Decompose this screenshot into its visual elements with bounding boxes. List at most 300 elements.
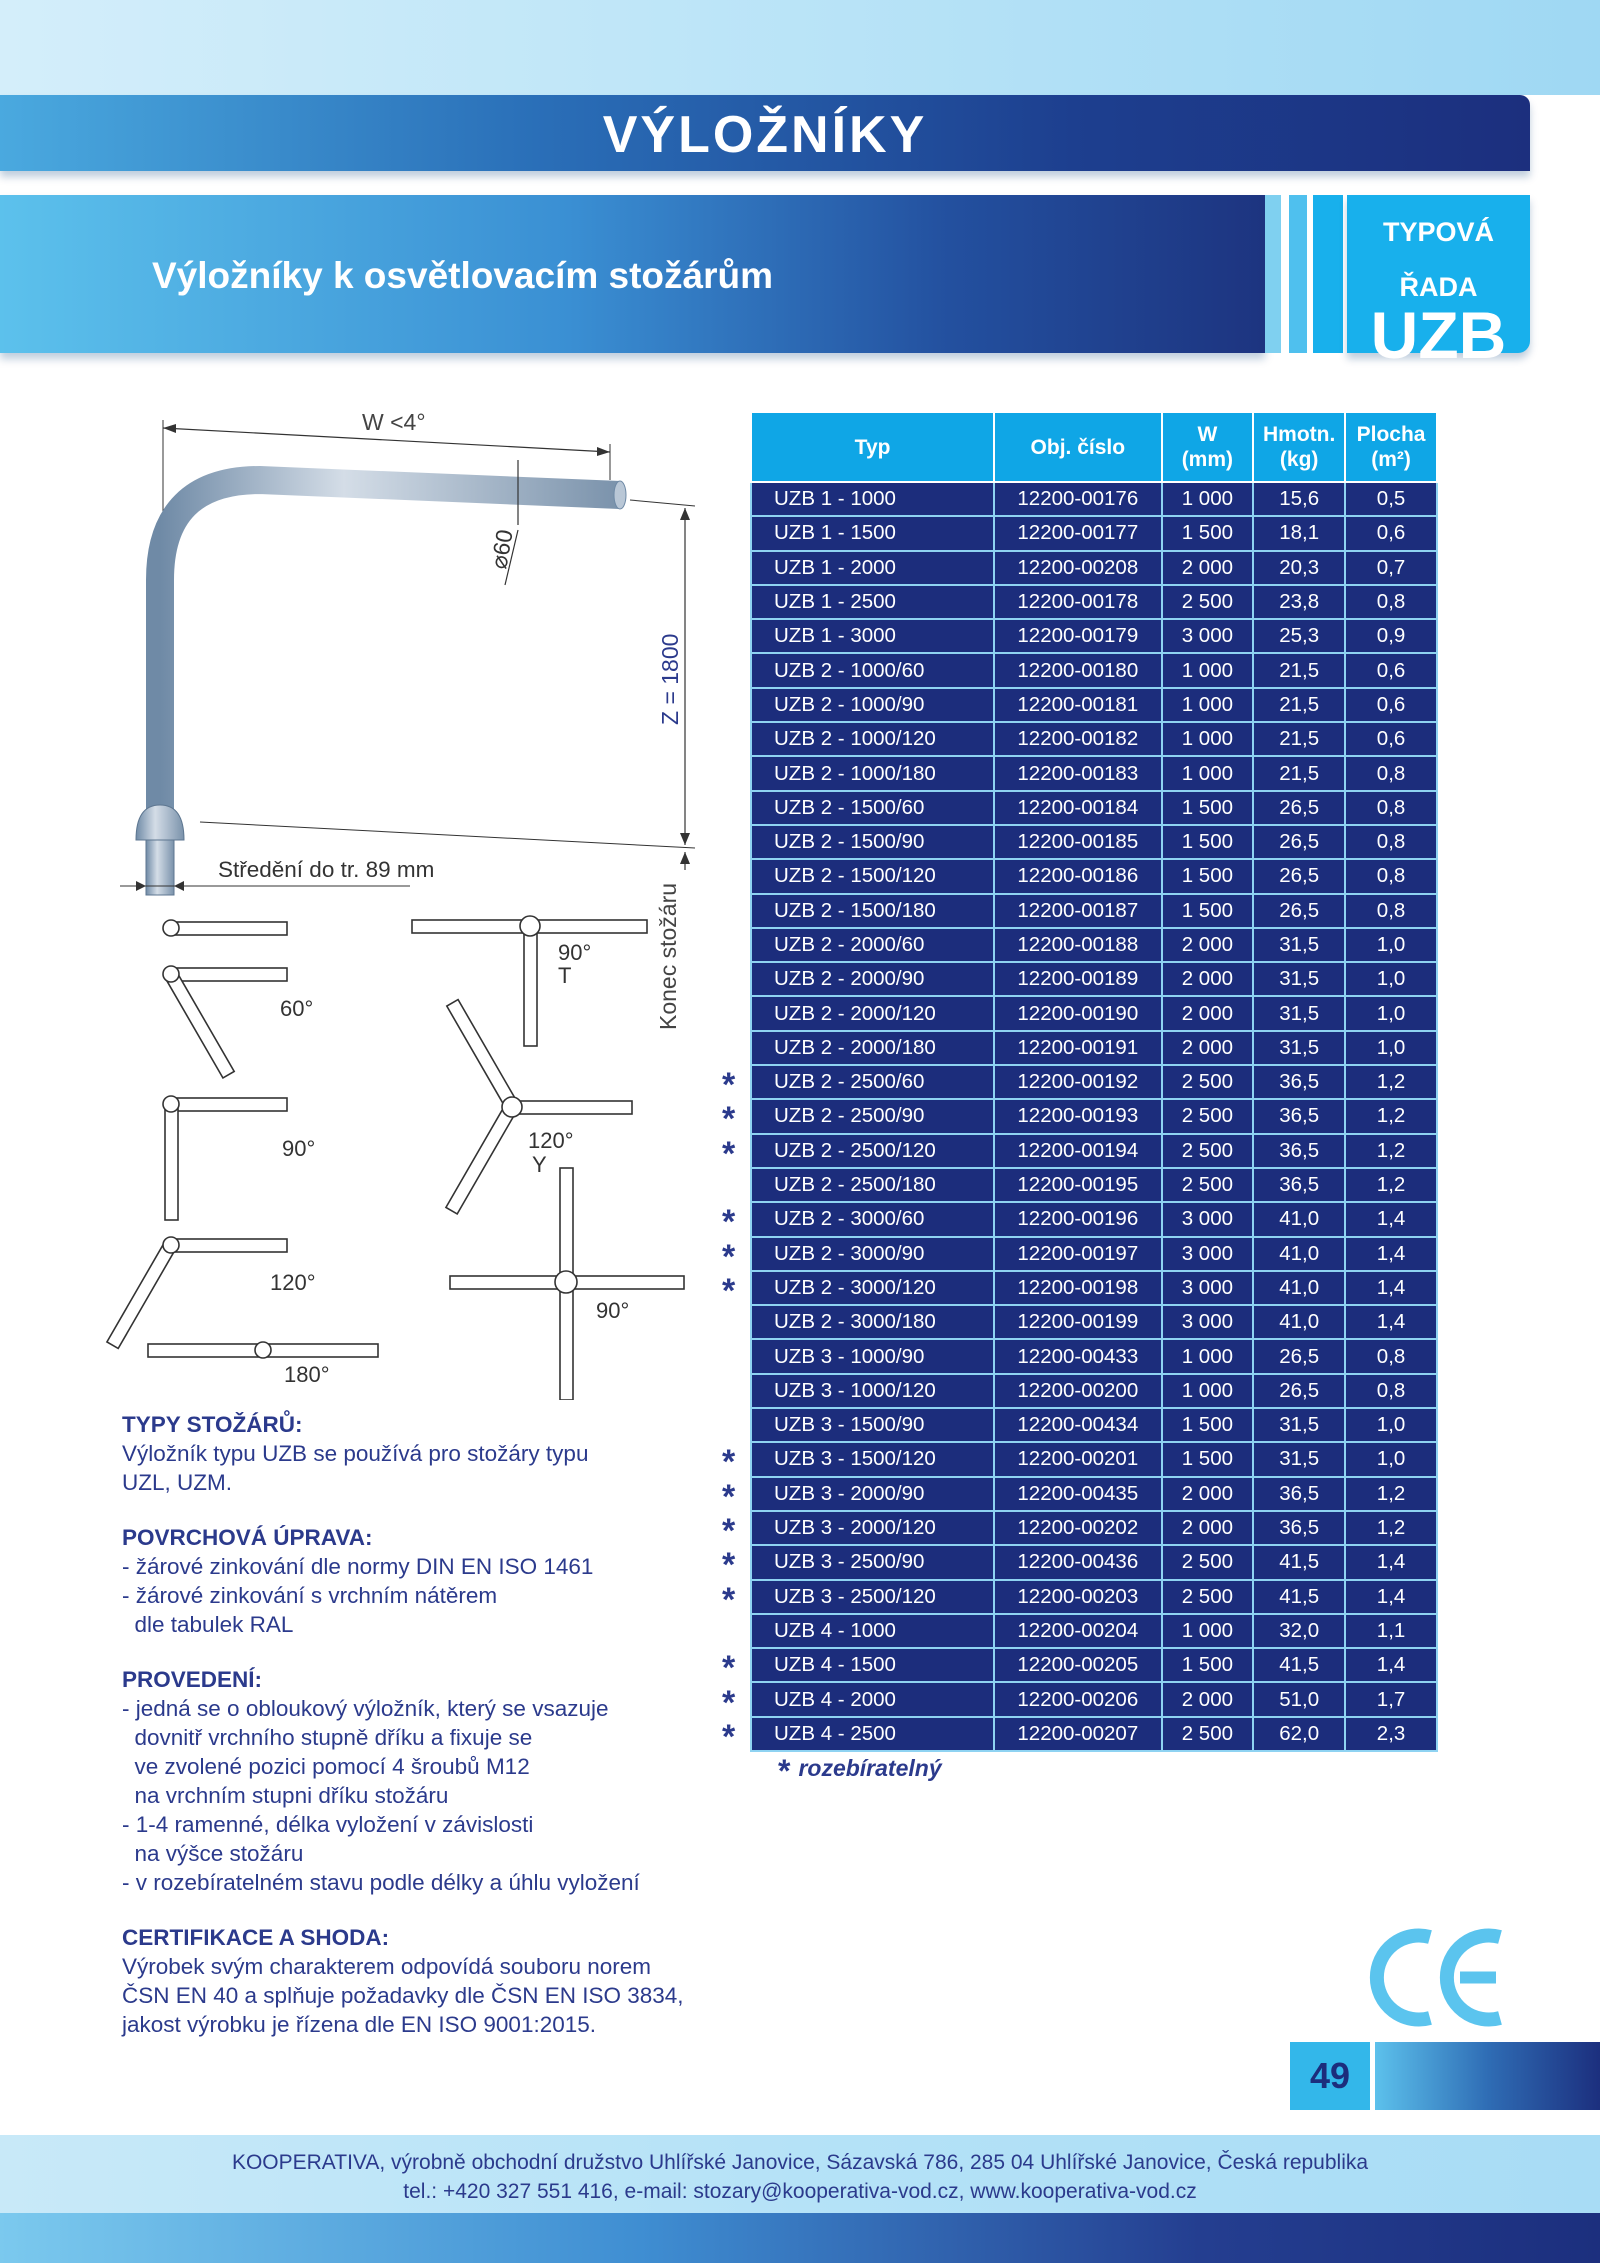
- cell-w: 1 000: [1162, 722, 1254, 756]
- cell-area: 0,8: [1345, 756, 1437, 790]
- cell-order-number: 12200-00178: [994, 585, 1161, 619]
- subtitle-bar: [0, 195, 1265, 353]
- cell-w: 3 000: [1162, 619, 1254, 653]
- cell-area: 0,7: [1345, 551, 1437, 585]
- cell-type: UZB 4 - 1000: [751, 1614, 994, 1648]
- spec-line: - žárové zinkování s vrchním nátěrem: [122, 1583, 498, 1608]
- w-label: W <4°: [362, 409, 426, 435]
- cell-w: 1 500: [1162, 1408, 1254, 1442]
- star-icon: *: [722, 1237, 736, 1276]
- cell-order-number: 12200-00198: [994, 1271, 1161, 1305]
- series-label: ŘADA: [1399, 272, 1478, 302]
- cell-type: UZB 2 - 1000/90: [751, 688, 994, 722]
- cell-type: UZB 1 - 1000: [751, 482, 994, 516]
- page-number: 49: [1290, 2042, 1370, 2110]
- spec-line: - žárové zinkování dle normy DIN EN ISO 1461: [122, 1554, 594, 1579]
- spec-line: - v rozebíratelném stavu podle délky a úhlu vyložení: [122, 1870, 640, 1895]
- cell-w: 1 000: [1162, 653, 1254, 687]
- column-header-w: W (mm): [1162, 412, 1254, 482]
- cell-order-number: 12200-00208: [994, 551, 1161, 585]
- cell-area: 1,0: [1345, 1442, 1437, 1476]
- column-header-type: Typ: [751, 412, 994, 482]
- cell-weight: 23,8: [1253, 585, 1345, 619]
- arrow-icon: [680, 833, 690, 845]
- table-note: [778, 1753, 942, 1790]
- cell-type: UZB 3 - 2500/120: [751, 1580, 994, 1614]
- cell-weight: 31,5: [1253, 1031, 1345, 1065]
- cell-type: UZB 2 - 1000/180: [751, 756, 994, 790]
- cell-area: 1,4: [1345, 1580, 1437, 1614]
- cell-type: UZB 2 - 2500/120: [751, 1134, 994, 1168]
- cell-weight: 18,1: [1253, 516, 1345, 550]
- cell-order-number: 12200-00185: [994, 825, 1161, 859]
- cell-order-number: 12200-00183: [994, 756, 1161, 790]
- cell-w: 1 000: [1162, 1614, 1254, 1648]
- cell-w: 2 500: [1162, 1168, 1254, 1202]
- table-row: [751, 1648, 1437, 1682]
- cell-order-number: 12200-00204: [994, 1614, 1161, 1648]
- cell-weight: 26,5: [1253, 791, 1345, 825]
- cell-weight: 26,5: [1253, 1339, 1345, 1373]
- cell-weight: 36,5: [1253, 1099, 1345, 1133]
- cell-w: 2 000: [1162, 996, 1254, 1030]
- cell-weight: 25,3: [1253, 619, 1345, 653]
- cell-weight: 41,0: [1253, 1271, 1345, 1305]
- cell-order-number: 12200-00200: [994, 1374, 1161, 1408]
- cell-order-number: 12200-00199: [994, 1305, 1161, 1339]
- table-row: [751, 928, 1437, 962]
- table-row: [751, 1339, 1437, 1373]
- cell-w: 3 000: [1162, 1271, 1254, 1305]
- cell-weight: 20,3: [1253, 551, 1345, 585]
- star-icon: *: [722, 1477, 736, 1516]
- angle-label: 120°: [528, 1128, 574, 1153]
- table-row: [751, 551, 1437, 585]
- cell-w: 2 000: [1162, 1031, 1254, 1065]
- bracket-spigot: [146, 840, 174, 895]
- column-header-area: Plocha (m²): [1345, 412, 1437, 482]
- cell-order-number: 12200-00435: [994, 1477, 1161, 1511]
- top-background: [0, 0, 1600, 95]
- table-row: [751, 1477, 1437, 1511]
- cell-order-number: 12200-00193: [994, 1099, 1161, 1133]
- cell-order-number: 12200-00195: [994, 1168, 1161, 1202]
- cell-w: 2 000: [1162, 962, 1254, 996]
- cell-area: 1,0: [1345, 996, 1437, 1030]
- cell-area: 1,4: [1345, 1305, 1437, 1339]
- cell-w: 1 500: [1162, 894, 1254, 928]
- table-row: [751, 653, 1437, 687]
- table-row: [751, 996, 1437, 1030]
- cell-order-number: 12200-00184: [994, 791, 1161, 825]
- table-row: [751, 1065, 1437, 1099]
- cell-type: UZB 2 - 2000/60: [751, 928, 994, 962]
- cell-order-number: 12200-00189: [994, 962, 1161, 996]
- arrow-icon: [680, 852, 690, 864]
- config-90-x: [450, 1168, 684, 1400]
- arrow-icon: [680, 508, 690, 520]
- cell-weight: 31,5: [1253, 1408, 1345, 1442]
- table-row: [751, 1580, 1437, 1614]
- spec-line: ve zvolené pozici pomocí 4 šroubů M12: [122, 1754, 530, 1779]
- cell-weight: 41,0: [1253, 1305, 1345, 1339]
- cell-area: 1,4: [1345, 1202, 1437, 1236]
- page-subtitle: Výložníky k osvětlovacím stožárům: [152, 255, 774, 296]
- cell-area: 0,6: [1345, 516, 1437, 550]
- cell-area: 1,2: [1345, 1065, 1437, 1099]
- config-60: [163, 966, 287, 1078]
- cell-weight: 31,5: [1253, 1442, 1345, 1476]
- cell-w: 1 500: [1162, 516, 1254, 550]
- star-icon: *: [722, 1649, 736, 1688]
- cell-w: 1 500: [1162, 791, 1254, 825]
- cell-order-number: 12200-00180: [994, 653, 1161, 687]
- angle-label: 90°: [282, 1136, 316, 1161]
- cell-order-number: 12200-00188: [994, 928, 1161, 962]
- cell-type: UZB 1 - 2000: [751, 551, 994, 585]
- cell-order-number: 12200-00179: [994, 619, 1161, 653]
- cell-w: 1 500: [1162, 825, 1254, 859]
- table-row: [751, 1408, 1437, 1442]
- cell-w: 3 000: [1162, 1237, 1254, 1271]
- spec-line: dovnitř vrchního stupně dříku a fixuje se: [122, 1725, 533, 1750]
- cell-type: UZB 1 - 1500: [751, 516, 994, 550]
- footer: [0, 2148, 1600, 2206]
- star-icon: *: [722, 1066, 736, 1105]
- cell-area: 1,2: [1345, 1134, 1437, 1168]
- bracket-drawing: [100, 400, 700, 1400]
- table-row: [751, 482, 1437, 516]
- ce-mark-icon: [1368, 1925, 1508, 2030]
- cell-w: 1 000: [1162, 482, 1254, 516]
- table-row: [751, 1717, 1437, 1751]
- table-row: [751, 1305, 1437, 1339]
- table-row: [751, 1511, 1437, 1545]
- table-row: [751, 1031, 1437, 1065]
- cell-order-number: 12200-00207: [994, 1717, 1161, 1751]
- series-badge: [1347, 195, 1530, 372]
- cell-area: 0,6: [1345, 722, 1437, 756]
- cell-w: 1 000: [1162, 688, 1254, 722]
- spec-line: UZL, UZM.: [122, 1470, 232, 1495]
- cell-w: 2 500: [1162, 1717, 1254, 1751]
- config-120-y: [446, 1000, 632, 1214]
- cell-weight: 41,5: [1253, 1545, 1345, 1579]
- config-letter: Y: [532, 1152, 547, 1177]
- pipe-end: [614, 481, 626, 509]
- table-row: [751, 1614, 1437, 1648]
- star-icon: *: [722, 1580, 736, 1619]
- column-header-weight: Hmotn. (kg): [1253, 412, 1345, 482]
- cell-area: 1,4: [1345, 1237, 1437, 1271]
- cell-weight: 21,5: [1253, 722, 1345, 756]
- cell-w: 1 500: [1162, 859, 1254, 893]
- section-heading: CERTIFIKACE A SHODA:: [122, 1925, 390, 1950]
- cell-type: UZB 2 - 2500/90: [751, 1099, 994, 1133]
- decor-stripe: [1313, 195, 1343, 353]
- pole-end-label: Konec stožáru: [655, 882, 681, 1030]
- arrow-icon: [597, 447, 610, 456]
- cell-order-number: 12200-00201: [994, 1442, 1161, 1476]
- footer-address: KOOPERATIVA, výrobně obchodní družstvo Uhlířské Janovice, Sázavská 786, 285 04 Uhlířské Janovice, Česká republika: [231, 2151, 1369, 2174]
- spec-line: ČSN EN 40 a splňuje požadavky dle ČSN EN ISO 3834,: [122, 1983, 684, 2008]
- cell-order-number: 12200-00202: [994, 1511, 1161, 1545]
- cell-w: 2 000: [1162, 928, 1254, 962]
- cell-weight: 31,5: [1253, 928, 1345, 962]
- cell-area: 0,6: [1345, 653, 1437, 687]
- table-row: [751, 585, 1437, 619]
- cell-weight: 26,5: [1253, 859, 1345, 893]
- cell-w: 1 500: [1162, 1442, 1254, 1476]
- cell-w: 2 000: [1162, 1477, 1254, 1511]
- cell-area: 1,0: [1345, 1031, 1437, 1065]
- angle-label: 180°: [284, 1362, 330, 1387]
- cell-weight: 15,6: [1253, 482, 1345, 516]
- spec-line: Výrobek svým charakterem odpovídá souboru norem: [122, 1954, 652, 1979]
- cell-area: 0,8: [1345, 859, 1437, 893]
- spec-line: - jedná se o obloukový výložník, který se vsazuje: [122, 1696, 609, 1721]
- cell-area: 0,8: [1345, 791, 1437, 825]
- cell-order-number: 12200-00176: [994, 482, 1161, 516]
- table-row: [751, 894, 1437, 928]
- star-icon: *: [722, 1203, 736, 1242]
- cell-weight: 31,5: [1253, 996, 1345, 1030]
- table-body: [751, 482, 1437, 1751]
- table-row: [751, 1271, 1437, 1305]
- cell-w: 2 500: [1162, 1134, 1254, 1168]
- star-icon: *: [778, 1753, 791, 1789]
- table-row: [751, 516, 1437, 550]
- cell-type: UZB 2 - 1500/90: [751, 825, 994, 859]
- cell-order-number: 12200-00205: [994, 1648, 1161, 1682]
- cell-area: 1,0: [1345, 928, 1437, 962]
- cell-type: UZB 2 - 1500/180: [751, 894, 994, 928]
- cell-weight: 36,5: [1253, 1511, 1345, 1545]
- cell-area: 0,9: [1345, 619, 1437, 653]
- spec-line: Výložník typu UZB se používá pro stožáry typu: [122, 1441, 589, 1466]
- cell-area: 1,0: [1345, 1408, 1437, 1442]
- z-label: Z = 1800: [657, 633, 683, 725]
- cell-type: UZB 2 - 1500/60: [751, 791, 994, 825]
- cell-order-number: 12200-00433: [994, 1339, 1161, 1373]
- section-heading: TYPY STOŽÁRŮ:: [122, 1412, 303, 1437]
- cell-weight: 41,5: [1253, 1648, 1345, 1682]
- cell-area: 1,1: [1345, 1614, 1437, 1648]
- config-180: [148, 1342, 378, 1358]
- centering-label: Středění do tr. 89 mm: [218, 857, 435, 882]
- product-table: [750, 411, 1438, 1752]
- spec-line: jakost výrobku je řízena dle EN ISO 9001:2015.: [122, 2012, 597, 2037]
- table-row: [751, 619, 1437, 653]
- table-row: [751, 962, 1437, 996]
- spec-line: na výšce stožáru: [122, 1841, 304, 1866]
- cell-order-number: 12200-00191: [994, 1031, 1161, 1065]
- cell-area: 1,2: [1345, 1168, 1437, 1202]
- cell-order-number: 12200-00194: [994, 1134, 1161, 1168]
- cell-weight: 21,5: [1253, 688, 1345, 722]
- cell-type: UZB 2 - 1500/120: [751, 859, 994, 893]
- decor-stripe: [1289, 195, 1307, 353]
- cell-area: 1,2: [1345, 1511, 1437, 1545]
- angle-label: 90°: [558, 940, 592, 965]
- cell-type: UZB 3 - 1000/90: [751, 1339, 994, 1373]
- cell-type: UZB 2 - 3000/60: [751, 1202, 994, 1236]
- diameter-label: ⌀60: [485, 527, 518, 571]
- config-90: [163, 1096, 287, 1220]
- bottom-bar: [0, 2213, 1600, 2263]
- cell-type: UZB 3 - 2000/120: [751, 1511, 994, 1545]
- table-row: [751, 791, 1437, 825]
- cell-weight: 31,5: [1253, 962, 1345, 996]
- cell-area: 0,8: [1345, 1374, 1437, 1408]
- cell-order-number: 12200-00192: [994, 1065, 1161, 1099]
- cell-area: 0,8: [1345, 825, 1437, 859]
- bracket-pipe: [160, 480, 620, 840]
- cell-area: 0,8: [1345, 894, 1437, 928]
- cell-area: 1,2: [1345, 1477, 1437, 1511]
- cell-area: 1,7: [1345, 1682, 1437, 1716]
- table-row: [751, 1374, 1437, 1408]
- cell-weight: 51,0: [1253, 1682, 1345, 1716]
- cell-type: UZB 2 - 3000/90: [751, 1237, 994, 1271]
- arrow-icon: [136, 881, 146, 891]
- cell-w: 2 500: [1162, 1099, 1254, 1133]
- angle-label: 90°: [596, 1298, 630, 1323]
- config-90-t: [412, 916, 647, 1046]
- cell-type: UZB 4 - 1500: [751, 1648, 994, 1682]
- star-icon: *: [722, 1683, 736, 1722]
- cell-weight: 32,0: [1253, 1614, 1345, 1648]
- cell-weight: 26,5: [1253, 1374, 1345, 1408]
- cell-weight: 21,5: [1253, 756, 1345, 790]
- cell-order-number: 12200-00177: [994, 516, 1161, 550]
- table-row: [751, 1442, 1437, 1476]
- cell-w: 1 000: [1162, 1374, 1254, 1408]
- cell-type: UZB 3 - 2000/90: [751, 1477, 994, 1511]
- table-row: [751, 1202, 1437, 1236]
- cell-type: UZB 1 - 2500: [751, 585, 994, 619]
- cell-order-number: 12200-00181: [994, 688, 1161, 722]
- cell-area: 1,4: [1345, 1545, 1437, 1579]
- cell-order-number: 12200-00190: [994, 996, 1161, 1030]
- cell-type: UZB 2 - 1000/60: [751, 653, 994, 687]
- page-number-strip: [1375, 2042, 1600, 2110]
- config-single: [163, 920, 287, 936]
- spec-line: dle tabulek RAL: [122, 1612, 294, 1637]
- cell-weight: 36,5: [1253, 1134, 1345, 1168]
- cell-w: 3 000: [1162, 1305, 1254, 1339]
- title-bar: [0, 95, 1530, 171]
- bracket-base: [136, 805, 184, 840]
- star-icon: *: [722, 1100, 736, 1139]
- cell-weight: 26,5: [1253, 825, 1345, 859]
- extension-line: [200, 822, 695, 848]
- table-row: [751, 1682, 1437, 1716]
- cell-w: 2 500: [1162, 1065, 1254, 1099]
- section-heading: POVRCHOVÁ ÚPRAVA:: [122, 1525, 373, 1550]
- cell-type: UZB 2 - 3000/180: [751, 1305, 994, 1339]
- cell-area: 0,8: [1345, 1339, 1437, 1373]
- cell-area: 1,4: [1345, 1648, 1437, 1682]
- cell-weight: 41,5: [1253, 1580, 1345, 1614]
- cell-type: UZB 3 - 1000/120: [751, 1374, 994, 1408]
- footer-contact: tel.: +420 327 551 416, e-mail: stozary@kooperativa-vod.cz, www.kooperativa-vod.cz: [403, 2180, 1197, 2203]
- note-text: rozebíratelný: [798, 1755, 942, 1781]
- page-title: VÝLOŽNÍKY: [602, 106, 928, 164]
- cell-weight: 62,0: [1253, 1717, 1345, 1751]
- angle-label: 120°: [270, 1270, 316, 1295]
- arrow-icon: [163, 424, 176, 433]
- cell-area: 0,8: [1345, 585, 1437, 619]
- cell-order-number: 12200-00187: [994, 894, 1161, 928]
- cell-w: 1 000: [1162, 756, 1254, 790]
- cell-order-number: 12200-00434: [994, 1408, 1161, 1442]
- cell-w: 3 000: [1162, 1202, 1254, 1236]
- cell-type: UZB 2 - 2000/180: [751, 1031, 994, 1065]
- cell-type: UZB 3 - 2500/90: [751, 1545, 994, 1579]
- cell-type: UZB 2 - 2500/180: [751, 1168, 994, 1202]
- cell-type: UZB 3 - 1500/120: [751, 1442, 994, 1476]
- cell-order-number: 12200-00186: [994, 859, 1161, 893]
- cell-order-number: 12200-00206: [994, 1682, 1161, 1716]
- arrow-icon: [174, 881, 184, 891]
- cell-weight: 21,5: [1253, 653, 1345, 687]
- cell-area: 1,2: [1345, 1099, 1437, 1133]
- table-row: [751, 1099, 1437, 1133]
- cell-type: UZB 2 - 1000/120: [751, 722, 994, 756]
- config-letter: T: [558, 963, 572, 988]
- cell-weight: 36,5: [1253, 1168, 1345, 1202]
- star-icon: *: [722, 1134, 736, 1173]
- series-code: UZB: [1370, 298, 1507, 372]
- cell-type: UZB 1 - 3000: [751, 619, 994, 653]
- cell-weight: 41,0: [1253, 1202, 1345, 1236]
- star-icon: *: [722, 1717, 736, 1756]
- cell-w: 1 500: [1162, 1648, 1254, 1682]
- cell-type: UZB 4 - 2500: [751, 1717, 994, 1751]
- spec-line: na vrchním stupni dříku stožáru: [122, 1783, 449, 1808]
- cell-area: 1,0: [1345, 962, 1437, 996]
- table-header-row: [751, 412, 1437, 482]
- specifications: [122, 1410, 762, 2039]
- table-row: [751, 1168, 1437, 1202]
- cell-order-number: 12200-00203: [994, 1580, 1161, 1614]
- table-row: [751, 859, 1437, 893]
- cell-order-number: 12200-00197: [994, 1237, 1161, 1271]
- cell-weight: 41,0: [1253, 1237, 1345, 1271]
- cell-w: 2 000: [1162, 1682, 1254, 1716]
- spec-line: - 1-4 ramenné, délka vyložení v závislosti: [122, 1812, 534, 1837]
- cell-weight: 26,5: [1253, 894, 1345, 928]
- extension-line: [630, 500, 695, 506]
- cell-weight: 36,5: [1253, 1477, 1345, 1511]
- table-row: [751, 1545, 1437, 1579]
- cell-w: 2 500: [1162, 1580, 1254, 1614]
- angle-label: 60°: [280, 996, 314, 1021]
- table-row: [751, 1134, 1437, 1168]
- table-row: [751, 756, 1437, 790]
- cell-weight: 36,5: [1253, 1065, 1345, 1099]
- star-icon: *: [722, 1512, 736, 1550]
- star-icon: *: [722, 1443, 736, 1482]
- cell-type: UZB 2 - 3000/120: [751, 1271, 994, 1305]
- star-icon: *: [722, 1546, 736, 1585]
- star-icon: *: [722, 1271, 736, 1310]
- cell-order-number: 12200-00436: [994, 1545, 1161, 1579]
- cell-w: 2 500: [1162, 1545, 1254, 1579]
- column-header-order-number: Obj. číslo: [994, 412, 1161, 482]
- cell-order-number: 12200-00196: [994, 1202, 1161, 1236]
